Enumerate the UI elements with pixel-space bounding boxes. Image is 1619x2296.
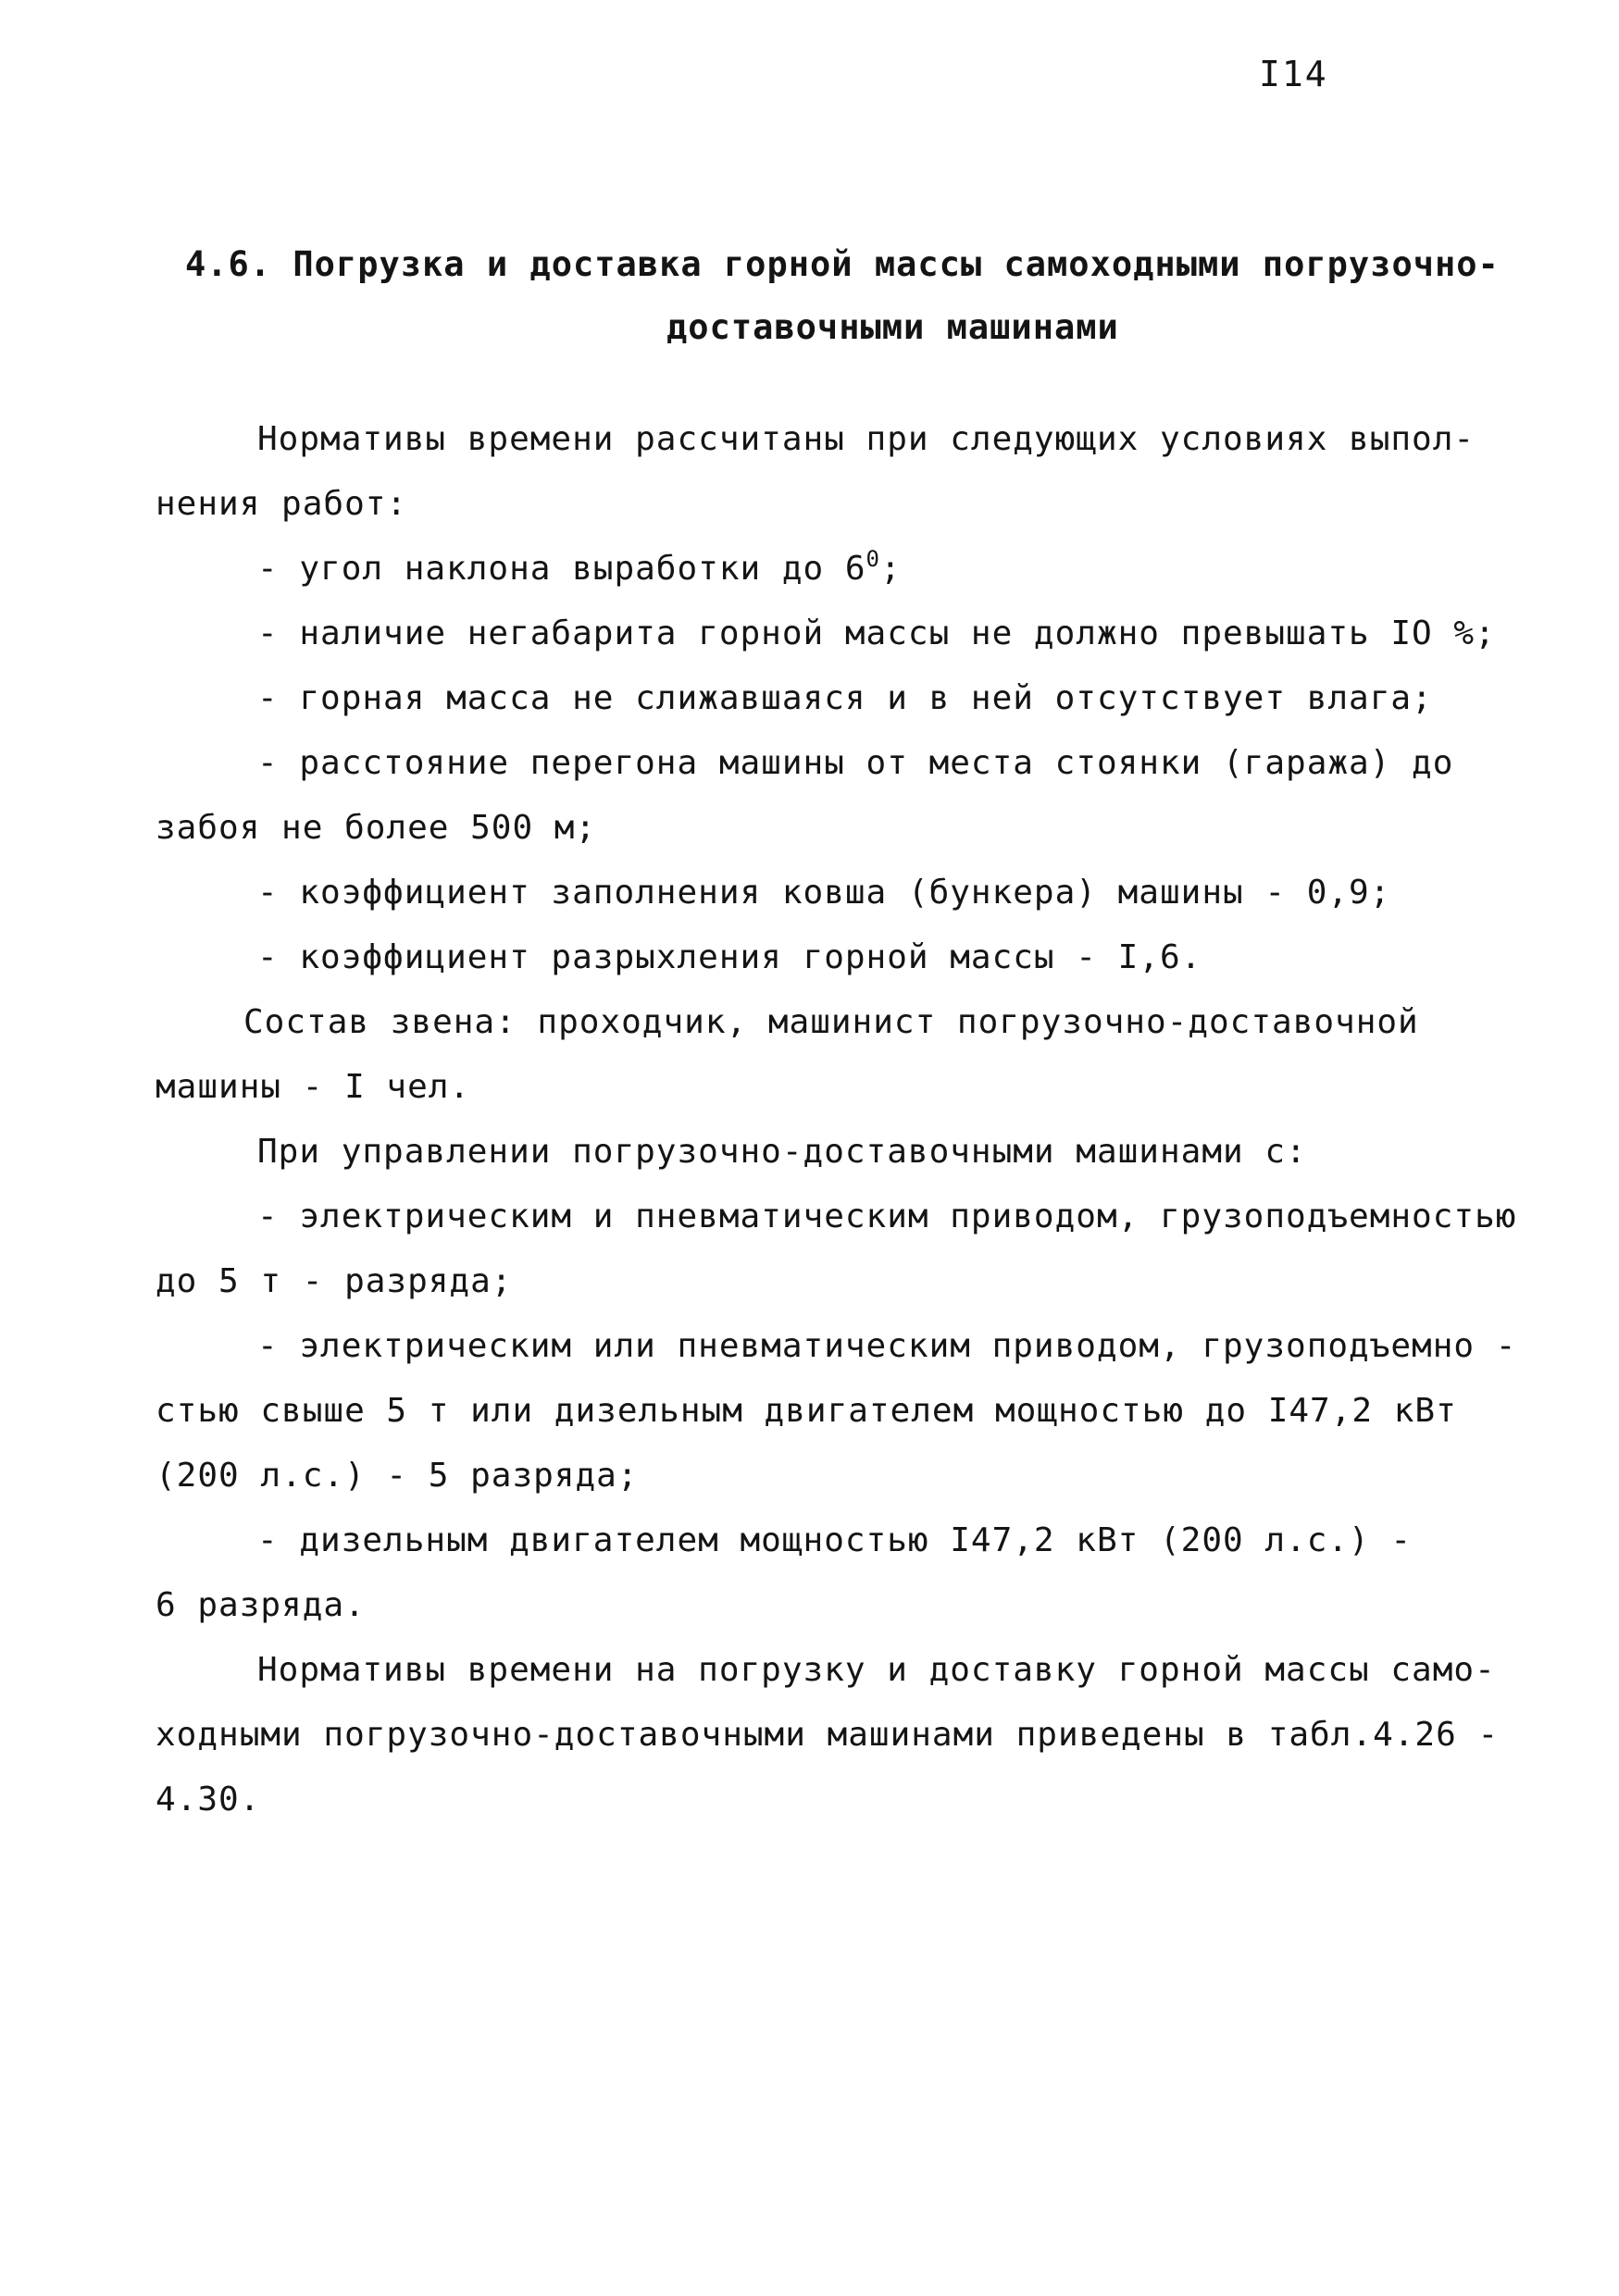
crew-line-1: Состав звена: проходчик, машинист погрузочно-доставочной [243,1003,1419,1041]
condition-distance-line-1: - расстояние перегона машины от места стоянки (гаража) до [257,744,1454,782]
condition-moisture: - горная масса не слижавшаяся и в ней отсутствует влага; [257,679,1433,717]
degree-superscript: 0 [866,546,880,572]
condition-slope-text: - угол наклона выработки до 6 [257,550,866,588]
section-title-line-2: доставочными машинами [666,307,1119,347]
crew-line-2: машины - I чел. [156,1068,471,1106]
condition-slope-end: ; [880,550,902,588]
grade-3-line-2: 6 разряда. [156,1586,366,1624]
closing-line-3: 4.30. [156,1781,261,1818]
condition-distance-line-2: забоя не более 500 м; [156,809,597,847]
grade-3-line-1: - дизельным двигателем мощностью I47,2 кВт (200 л.с.) - [257,1521,1413,1559]
condition-oversize: - наличие негабарита горной массы не должно превышать IO %; [257,614,1496,652]
body-text [156,407,1516,1832]
grade-2-line-3: (200 л.с.) - 5 разряда; [156,1457,639,1495]
intro-line-2: нения работ: [156,485,408,523]
intro-line-1: Нормативы времени рассчитаны при следующих условиях выпол- [257,420,1476,458]
section-heading [185,233,1500,359]
grade-1-line-2: до 5 т - разряда; [156,1262,513,1300]
page-number: I14 [1259,54,1328,94]
grade-2-line-2: стью свыше 5 т или дизельным двигателем мощностью до I47,2 кВт [156,1392,1457,1430]
condition-bucket-fill: - коэффициент заполнения ковша (бункера) машины - 0,9; [257,874,1391,912]
control-intro: При управлении погрузочно-доставочными машинами с: [257,1133,1307,1171]
closing-line-1: Нормативы времени на погрузку и доставку горной массы само- [257,1651,1496,1689]
section-title-line-1: 4.6. Погрузка и доставка горной массы самоходными погрузочно- [185,244,1500,284]
closing-line-2: ходными погрузочно-доставочными машинами приведены в табл.4.26 - [156,1716,1500,1754]
condition-loosening: - коэффициент разрыхления горной массы - I,6. [257,938,1202,976]
grade-1-line-1: - электрическим и пневматическим приводом, грузоподъемностью [257,1198,1517,1235]
grade-2-line-1: - электрическим или пневматическим приводом, грузоподъемно - [257,1327,1517,1365]
condition-slope [156,537,1516,602]
